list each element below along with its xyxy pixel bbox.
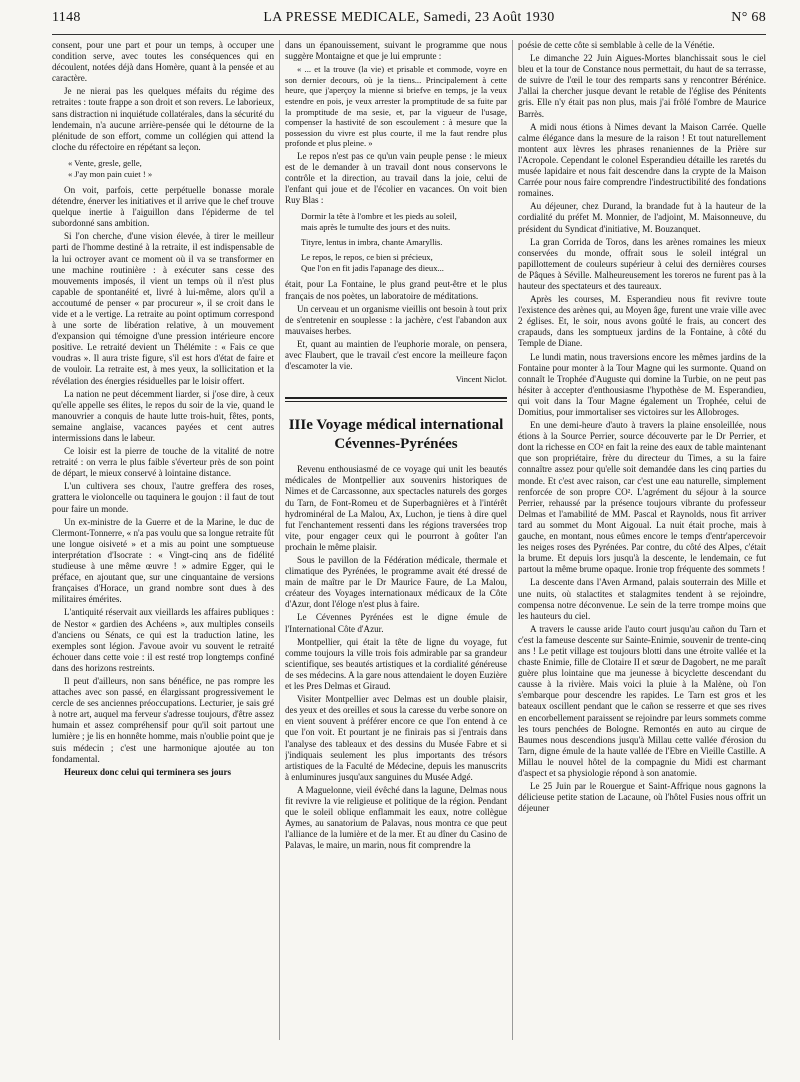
paragraph: Je ne nierai pas les quelques méfaits du régime des retraites : toute frappe a son droit et son revers. Le laborieux, sans distraction ni inquiétude collatérales, dans la sécurité du lendemain, n'a aucune arrière-pensée qui le détourne de la plénitude de son effort, comme un collégien qui attend la cloche du réfectoire en répétant sa leçon. [52,86,274,152]
verse-line: Le repos, le repos, ce bien si précieux, [301,252,433,263]
quotation: « ... et la trouve (la vie) et prisable et commode, voyre en son dernier decours, où je la tiens... Principalement à cette heure, que j'aperçoy la mienne si briefve en temps, je la veux estendre en pois, je veux arrester la promptitude de sa fuite par la promptitude de ma sesie, et, par la vigueur de l'usage, compenser la hastivité de son escoulement : à mesure que la possession du vivre est plus courte, il me la faut rendre plus profonde et plus pleine. » [285,64,507,149]
paragraph: A midi nous étions à Nimes devant la Maison Carrée. Quelle calme élégance dans la mesure de la raison ! Et tout naturellement montent aux lèvres les phrases renaniennes de la Prière sur l'Acropole. Cependant le colonel Esperandieu détaille les raretés du musée lapidaire et nous fait descendre dans la crypte de la Maison Carrée pour nous faire comprendre l'indestructibilité des fondations romaines. [518,121,766,199]
paragraph: A Maguelonne, vieil évêché dans la lagune, Delmas nous fit revivre la vie religieuse et politique de la région. Pendant que le soleil oblique enflammait les eaux, notre collègue Aymes, au sanatorium de Palavas, nous montra ce que peut l'alliance de la lumière et de la mer. Et au dîner du Casino de Palavas, le maire, un marin, nous fit comprendre la [285,784,507,851]
verse-line: Tityre, lentus in imbra, chante Amaryllis. [301,237,443,248]
paragraph: Après les courses, M. Esperandieu nous fit revivre toute l'existence des arènes qui, au Moyen âge, furent une vraie ville avec 2 églises. Et, le soir, nous avons goûté le frais, au concert des crapauds, dans les somptueux jardins de la Fontaine, à côté du Temple de Diane. [518,294,766,349]
paragraph: Le repos n'est pas ce qu'un vain peuple pense : le mieux est de le demander à un travail dont nous conservons le contrôle et la direction, au travail dans la joie, celui de l'enfant qui joue et de l'écolier en vacances. On voit bien Ruy Blas : [285,150,507,206]
column-divider-2 [512,40,513,1040]
paragraph: Le dimanche 22 Juin Aigues-Mortes blanchissait sous le ciel bleu et la tour de Constance nous permettait, du haut de sa terrasse, de suivre de l'œil le tour des remparts sans y rencontrer Bérénice. J'allai la chercher jusque devant le retable de l'église des Pénitents gris. Elle n'y était pas non plus, mais j'ai frôlé l'ombre de Maurice Barrès. [518,53,766,119]
paragraph: L'un cultivera ses choux, l'autre greffera des roses, grattera le violoncelle ou taquinera le goujon : il faut de tout pour faire un monde. [52,481,274,514]
paragraph: La nation ne peut décemment liarder, si j'ose dire, à ceux qu'elle appelle ses élites, le repos du soir de la vie, quand le manouvrier a conquis de haute lutte trois-huit, fêtes, ponts, semaine anglaise, vacances payées et cent autres intermissions dans le labeur. [52,388,274,443]
masthead-title: LA PRESSE MEDICALE, Samedi, 23 Août 1930 [263,10,555,25]
paragraph: Il peut d'ailleurs, non sans bénéfice, ne pas rompre les attaches avec son passé, en élargissant progressivement le cercle de ses anciennes préoccupations. Lecturier, je sais gré à notre art, auquel ma ferveur s'adresse toujours, d'être assez humain et assez compréhensif pour qu'il soit partout une lumière ; je lis en honnête homme, mais n'oublie point que je suis médecin ; c'est une harmonique ajoutée au ton fondamental. [52,675,274,764]
paragraph: Heureux donc celui qui terminera ses jours [64,766,232,777]
paragraph: En une demi-heure d'auto à travers la plaine ensoleillée, nous étions à la Source Perrier, source découverte par le Dr Perrier, et dont la richesse en CO² en fait la reine des eaux de table maintenant que son propriétaire, frère du directeur du Times, a su la faire connaître assez pour qu'elle soit demandée dans les cinq parties du monde. Et c'est avec raison, car c'est une eau naturelle, simplement renforcée de son propre CO². L'agrément du séjour à la source Perrier, rehaussé par la présence toujours vibrante du professeur Delmas et l'amabilité de MM. Pascal et Raynolds, nous fit arriver tard au sommet du Mont Aigoual. La nuit était proche, mais à gauche, en montant, nous eûmes encore le temps d'entr'apercevoir les neiges roses des Pyrénées. Par contre, du côté des Alpes, c'était la brume. Et depuis lors jusqu'à la descente, le lendemain, ce fut partout la même brume opaque. Ironie trop fréquente des sommets ! [518,420,766,575]
paragraph: L'antiquité réservait aux vieillards les affaires publiques : de Nestor « gardien des Achéens », aux multiples conseils d'anciens ou Sénats, ce qui est la traduction latine, les exemples sont légion. J'avoue avoir vu souvent le retraité échouer dans cette voie : il est resté trop longtemps confiné dans des horizons restreints. [52,607,274,673]
verse-line: « Vente, gresle, gelle, [68,157,142,168]
verse-line: « J'ay mon pain cuiet ! » [68,168,153,179]
paragraph: était, pour La Fontaine, le plus grand peut-être et le plus français de nos poètes, un laboratoire de méditations. [285,279,507,301]
column-1 [52,40,274,1050]
paragraph: La descente dans l'Aven Armand, palais souterrain des Mille et une nuits, où stalactites et stalagmites tendent à se rejoindre, compensa notre déconvenue. Le sein de la terre trompe moins que les hauteurs du ciel. [518,577,766,621]
paragraph: Le 25 Juin par le Rouergue et Saint-Affrique nous gagnons la délicieuse petite station de Lacaune, où l'hôtel Fusies nous offrit un déjeuner [518,781,766,814]
paragraph: Revenu enthousiasmé de ce voyage qui unit les beautés médicales de Montpellier aux souvenirs historiques de Nimes et de Carcassonne, aux spectacles naturels des gorges du Tarn, de Font-Romeu et de Superbagnières et à l'intérêt hydrominéral de La Malou, Ax, Luchon, je tiens à dire quel fut l'enchantement ressenti dans les régions traversées trop vite, pour engager ceux qui le pourront à goûter l'an prochain le même plaisir. [285,464,507,552]
verse-line: mais après le tumulte des jours et des nuits. [301,222,451,233]
paragraph: On voit, parfois, cette perpétuelle bonasse morale détendre, énerver les initiatives et il arrive que le chef trouve quelque inertie à l'aiguillon dans l'épiderme de tel subordonné sans ambition. [52,184,274,229]
issue-number: N° 68 [731,10,766,25]
signature: Vincent Niclot. [455,375,507,385]
column-3 [518,40,766,1050]
paragraph: Ce loisir est la pierre de touche de la vitalité de notre retraité : on verra le plus faible s'éverteur près de son point de départ, le mieux conservé à lointaine distance. [52,446,274,479]
paragraph: Un ex-ministre de la Guerre et de la Marine, le duc de Clermont-Tonnerre, « n'a pas voulu que sa longue retraite fût une longue oisiveté » et a mis au point une somptueuse interprétation d'Isocrate : « Vingt-cinq ans de fidélité studieuse à une même œuvre ! » admire Egger, qui le préface, en ajoutant que, sur une cinquantaine de versions françaises d'Horace, un grand nombre sont dues à des militaires émérites. [52,516,274,605]
paragraph: Un cerveau et un organisme vieillis ont besoin à tout prix de s'entretenir en souplesse : la jachère, c'est l'abandon aux mauvaises herbes. [285,303,507,336]
paragraph: dans un épanouissement, suivant le programme que nous suggère Montaigne et que je lui emprunte : [285,40,507,62]
paragraph: Visiter Montpellier avec Delmas est un double plaisir, des yeux et des oreilles et sous la caresse du verbe sonore on en vient souvent à préférer encore ce que l'on entend à ce que l'on voit. Et pourtant je ne finirais pas si j'entrais dans l'analyse des tableaux et des dessins du Musée Fabre et si j'indiquais seulement les plus importants des trésors artistiques de la Faculté de Médecine, depuis les manuscrits à enluminures jusqu'aux sanguines du Musée Adgé. [285,694,507,782]
paragraph: consent, pour une part et pour un temps, à occuper une condition serve, avec toutes les conséquences qui en découlent, notées déjà dans Homère, quant à la pensée et au caractère. [52,40,274,84]
article-title-line: Cévennes-Pyrénées [334,436,458,453]
paragraph: Montpellier, qui était la tête de ligne du voyage, fut comme toujours la ville trois fois admirable par sa grandeur scientifique, ses beautés artistiques et la cordialité généreuse de ses médecins. A la gare nous attendaient le doyen Euzière et les Pres Delmas et Giraud. [285,636,507,692]
article-title [285,416,507,454]
paragraph: Le lundi matin, nous traversions encore les mêmes jardins de la Fontaine pour monter à la Tour Magne qui les surmonte. Quand on connaît le Trophée d'Auguste qui domine la Turbie, on ne peut pas hésiter à accepter d'enthousiasme l'hypothèse de M. Esperandieu, qui voit dans la Tour Magne également un Trophée, celui de Domitius, pour immortaliser ses victoires sur les Allobroges. [518,351,766,417]
verse-quote [68,158,274,180]
verse-line: Dormir la tête à l'ombre et les pieds au soleil, [301,211,457,222]
paragraph: Et, quant au maintien de l'euphorie morale, on pensera, avec Flaubert, que le travail c'est encore la meilleure façon d'escamoter la vie. [285,338,507,372]
article-title-line: IIIe Voyage médical international [288,417,504,434]
paragraph: Si l'on cherche, d'une vision élevée, à tirer le meilleur parti de l'homme destiné à la retraite, il est indispensable de la lui octroyer avant ce moment où il va se transformer en une machine routinière : à exécuter sans cesse des mouvements imposés, il vient un temps où il n'est plus capable de spontanéité et, livré à lui-même, alors qu'il a accoutumé de penser « par procureur », il se croit dans le vide et a le vertige. La retraite au point optimum correspond à une sorte de libération relative, à un mouvement d'expansion qui témoigne d'une pression intérieure encore positive. Le retraité devient un Thélémite : « Fais ce que voudras ». Il aura triste figure, s'il est hors d'état de faire et de vouloir. La retraite est, à mes yeux, la sollicitation et la révélation des énergies résiduelles par le loisir offert. [52,231,274,386]
paragraph: Le Cévennes Pyrénées est le digne émule de l'International Côte d'Azur. [285,612,507,634]
paragraph: poésie de cette côte si semblable à celle de la Vénétie. [518,40,715,50]
column-divider-1 [279,40,280,1040]
page-number: 1148 [52,10,81,25]
verse-quote [301,211,507,274]
paragraph: A travers le causse aride l'auto court jusqu'au cañon du Tarn et c'est la fameuse descente sur Sainte-Enimie, souvenir de trente-cinq ans ! Le petit village est toujours blotti dans une étroite vallée et la chaste Enimie, fille de Clotaire II et sœur de Dagobert, ne me paraît guère plus lointaine que ma jeunesse à bicyclette descendant du causse à la rivière. Mais voici la pluie à la Malène, où l'on s'embarque pour descendre les rapides. Le Tarn est gros et les bateaux oscillent pendant que le cañon se resserre et que ses rives en encorbellement paraissent se rejoindre par leurs sommets comme les tours penchées de Bologne. Remontés en auto au cirque de Baumes nous descendions jusqu'à Millau cette vallée d'érosion du Tarn, digne émule de la haute vallée de l'Ebre en Vieille Castille. A Millau le nouvel hôtel de la compagnie du Midi est charmant d'aspect et sa physiologie répond à son anatomie. [518,623,766,778]
section-rule [285,397,507,402]
column-2 [285,40,507,1050]
verse-line: Que l'on en fit jadis l'apanage des dieux... [301,263,444,274]
header-rule [52,34,766,35]
paragraph: Sous le pavillon de la Fédération médicale, thermale et climatique des Pyrénées, le programme avait été dressé de main de maître par le Dr Maurice Faure, de La Malou, créateur des Voyages internationaux médicaux de la Côte d'Azur, dont l'éloge n'est plus à faire. [285,555,507,610]
paragraph: La gran Corrida de Toros, dans les arènes romaines les mieux conservées du monde, offrait sous le soleil intégral un papillottement de couleurs supérieur à celui des dernières courses de Pâques à Séville. Malheureusement les toreros ne furent pas à la hauteur des spectateurs et des taureaux. [518,236,766,291]
paragraph: Au déjeuner, chez Durand, la brandade fut à la hauteur de la cordialité du préfet M. Monnier, de l'adjoint, M. Maisonneuve, du président du Syndicat d'initiative, M. Bouzanquet. [518,201,766,234]
page-header [52,10,766,30]
